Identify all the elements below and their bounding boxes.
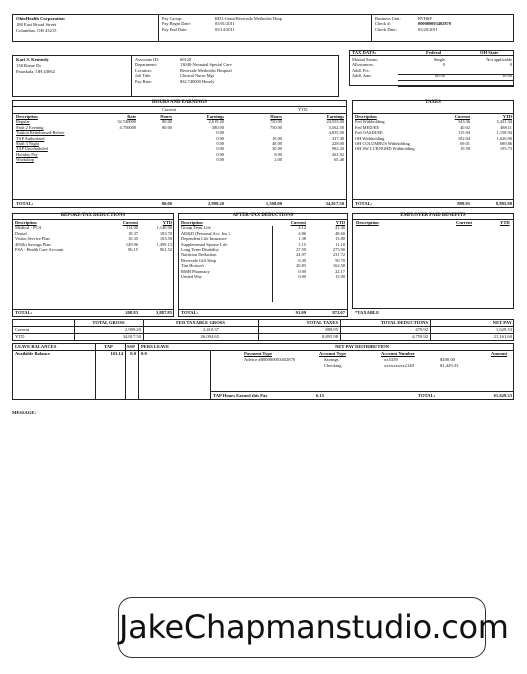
tax-data-state-header: OH State: [480, 50, 499, 55]
table-cell: 961.52: [159, 246, 172, 252]
table-cell: 2.00: [274, 157, 282, 163]
table-cell: 403(b) Savings Plan: [15, 241, 51, 247]
tap-hours-label: TAP Hours Earned this Pay: [213, 393, 268, 398]
column-header: YTD: [162, 220, 172, 225]
summary-current-gross: 2,999.20: [124, 327, 141, 332]
tax-data-labels: Marital Status: Allowances: Addl. Pct: Addl. Amt:: [352, 57, 378, 79]
taxes-total-current: 889.95: [457, 201, 470, 206]
after-tax-col-desc: [181, 220, 271, 279]
net-dist-total-label: TOTAL:: [418, 393, 436, 398]
table-cell: 0.00: [216, 140, 224, 146]
table-cell: 13.80: [335, 236, 345, 242]
table-cell: 4.86: [298, 230, 306, 236]
table-cell: RMH Pharmacy: [181, 268, 210, 274]
summary-header-deductions: TOTAL DEDUCTIONS: [380, 320, 428, 325]
company-address-1: 180 East Broad Street: [16, 22, 57, 27]
table-cell: Fed Withholding: [355, 119, 385, 125]
table-cell: 20.83: [296, 263, 306, 269]
table-cell: 195.73: [499, 146, 512, 152]
summary-ytd-fed: 26,094.65: [200, 334, 219, 339]
company-name: OhioHealth Corporation: [16, 16, 65, 21]
table-cell: 19.58: [460, 146, 470, 152]
table-cell: Shift 3 Night: [16, 140, 39, 146]
table-cell: 327.40: [331, 135, 344, 141]
table-cell: 11.10: [335, 241, 345, 247]
net-dist-row1-amount: $200.00: [440, 357, 455, 362]
before-tax-total-label: TOTAL:: [15, 310, 33, 315]
employer-title: EMPLOYER PAID BENEFITS: [400, 213, 466, 218]
net-dist-header-payment: Payment Type: [244, 351, 273, 356]
leave-header-pers: PERS LEAVE: [141, 344, 170, 349]
table-cell: OH SW LCKNGHD Withholding: [355, 146, 415, 152]
table-cell: 30.00: [272, 146, 282, 152]
employer-header-current: Current: [456, 220, 472, 225]
table-cell: Group Term Life: [181, 225, 211, 231]
net-dist-row2-account-number: xxxxxxxxx2140: [384, 363, 414, 368]
table-cell: OH COLUMBUS Withholding: [355, 140, 410, 146]
earnings-col-earnings: [178, 114, 224, 163]
after-tax-col-current: [280, 220, 306, 279]
table-cell: 18.37: [128, 230, 138, 236]
earnings-total-earnings: 2,999.20: [207, 201, 224, 206]
table-cell: 10.00: [272, 135, 282, 141]
tax-data-fed-values: Single 0 60.00: [433, 57, 445, 79]
column-header: Earnings: [326, 114, 344, 119]
column-header: Current: [122, 220, 138, 225]
table-cell: TAP Unscheduled: [16, 146, 48, 152]
summary-header-net: NET PAY: [492, 320, 512, 325]
table-cell: 114.00: [126, 225, 138, 231]
taxable-note: *TAXABLE: [355, 310, 380, 315]
table-cell: 50.70: [335, 257, 345, 263]
earnings-total-label: TOTAL:: [16, 201, 34, 206]
table-cell: Supplemental Spouse Life: [181, 241, 228, 247]
table-cell: 380.00: [211, 124, 224, 130]
table-cell: 0.00: [216, 157, 224, 163]
table-cell: 22.17: [335, 268, 345, 274]
table-cell: 48.60: [335, 230, 345, 236]
earnings-total-ytd-earnings: 34,817.50: [325, 201, 344, 206]
column-header: Current: [454, 114, 470, 119]
summary-current-net: 1,629.33: [495, 327, 512, 332]
summary-current-fed: 2,410.37: [202, 327, 219, 332]
column-header: Hours: [160, 114, 172, 119]
table-cell: 2,619.20: [208, 119, 224, 125]
pay-info-values: RD1-Grant/Riverside Methodist Hosp 05/01/2011 05/14/2011: [215, 16, 283, 32]
after-tax-total-label: TOTAL:: [181, 310, 199, 315]
taxes-col-current: [448, 114, 470, 152]
net-dist-row1-payment: Advice #000000003402870: [244, 357, 296, 362]
earnings-col-desc: [16, 114, 65, 163]
earnings-title: HOURS AND EARNINGS: [152, 100, 207, 105]
table-cell: 69.01: [460, 140, 470, 146]
earnings-total-hours: 80.00: [161, 201, 172, 206]
table-cell: 183.70: [159, 230, 172, 236]
table-cell: 488.11: [500, 124, 512, 130]
table-cell: 80.00: [162, 119, 172, 125]
net-dist-row1-account-number: xx5339: [384, 357, 398, 362]
assoc-labels: Associate ID: Department: Location: Job Title: Pay Rate:: [135, 57, 160, 84]
summary-header-fed-taxable: FED TAXABLE GROSS: [176, 320, 225, 325]
summary-ytd-label: YTD: [15, 334, 25, 339]
table-cell: 343.36: [457, 119, 470, 125]
table-cell: Workshop: [16, 157, 34, 163]
before-tax-title: BEFORE-TAX DEDUCTIONS: [60, 213, 126, 218]
taxes-total-label: TOTAL:: [355, 201, 373, 206]
table-cell: 103.50: [159, 236, 172, 242]
before-tax-col-current: [112, 220, 138, 252]
column-header: Rate: [127, 114, 136, 119]
table-cell: 4,835.00: [328, 130, 344, 136]
table-cell: 275.90: [332, 246, 345, 252]
summary-current-deductions: 479.92: [415, 327, 428, 332]
table-cell: 228.00: [331, 140, 344, 146]
column-header: Description: [181, 220, 203, 225]
after-tax-col-ytd: [312, 220, 345, 279]
table-cell: 4.14: [298, 225, 306, 231]
table-cell: Vision Service Plan: [15, 236, 50, 242]
column-header: YTD: [502, 114, 512, 119]
leave-header-ssp: SSP: [127, 344, 135, 349]
table-cell: Medical - PCA: [15, 225, 42, 231]
table-cell: 982.20: [331, 146, 344, 152]
earnings-total-ytd-hours: 1,598.00: [265, 201, 282, 206]
before-tax-total-current: 208.83: [125, 310, 138, 315]
taxes-col-ytd: [476, 114, 512, 152]
summary-header-gross: TOTAL GROSS: [92, 320, 125, 325]
taxes-col-desc: [355, 114, 447, 152]
tap-hours-value: 6.15: [316, 393, 325, 398]
table-cell: 40.02: [460, 124, 470, 130]
table-cell: 1.38: [298, 236, 306, 242]
table-cell: 149.96: [125, 241, 138, 247]
leave-ssp-value: 0.0: [130, 351, 136, 356]
earnings-current-label: Current: [162, 107, 177, 112]
table-cell: 1,620.00: [496, 135, 512, 141]
leave-header-tap: TAP: [104, 344, 113, 349]
message-label: MESSAGE:: [12, 410, 36, 415]
employee-address-2: Pataskala, OH 43062: [16, 69, 55, 74]
earnings-col-ytd-earnings: [296, 114, 344, 163]
summary-ytd-net: 21,161.60: [493, 334, 512, 339]
column-header: Description: [15, 220, 37, 225]
earnings-col-hours: [140, 114, 172, 163]
table-cell: 162.58: [332, 263, 345, 269]
leave-tap-value: 163.14: [110, 351, 123, 356]
table-cell: 10.35: [128, 236, 138, 242]
summary-current-taxes: 889.95: [325, 327, 338, 332]
table-cell: 689.86: [499, 140, 512, 146]
employer-header-ytd: YTD: [500, 220, 510, 225]
table-cell: 32.740000: [117, 119, 136, 125]
table-cell: 80.00: [162, 124, 172, 130]
table-cell: 4.750000: [119, 124, 136, 130]
table-cell: Regular: [16, 119, 30, 125]
table-cell: 24.97: [296, 252, 306, 258]
table-cell: 96.15: [128, 246, 138, 252]
table-cell: 0.00: [216, 130, 224, 136]
table-cell: 48.00: [272, 140, 282, 146]
before-tax-total-ytd: 3,887.85: [155, 310, 172, 315]
earnings-col-ytd-hours: [252, 114, 282, 163]
net-dist-title: NET PAY DISTRIBUTION: [334, 344, 390, 349]
table-cell: 750.00: [269, 119, 282, 125]
table-cell: 1.15: [298, 241, 306, 247]
table-cell: Fed MED/EE: [355, 124, 380, 130]
taxes-total-ytd: 8,895.98: [495, 201, 512, 206]
leave-header-title: LEAVE BALANCES: [15, 344, 57, 349]
table-cell: 261.92: [331, 151, 344, 157]
employee-box: [12, 55, 339, 97]
tax-data-state-values: Not applicable 0 10.00: [486, 57, 512, 79]
employee-address-1: 138 Rome Dr: [16, 63, 42, 68]
table-cell: 6.30: [298, 257, 306, 263]
table-cell: FSA - Health Care Account: [15, 246, 64, 252]
table-cell: 750.00: [269, 124, 282, 130]
table-cell: Dependent Life Insurance: [181, 236, 227, 242]
net-dist-header-amount: Amount: [491, 351, 508, 356]
employer-box: [352, 213, 514, 309]
table-cell: 0.00: [298, 273, 306, 279]
before-tax-col-ytd: [142, 220, 172, 252]
net-dist-row2-account-type: Checking: [324, 363, 342, 368]
table-cell: 8.00: [274, 151, 282, 157]
table-cell: 102.04: [457, 135, 470, 141]
table-cell: 1,499.13: [156, 241, 172, 247]
leave-pers-value: 0.0: [141, 351, 147, 356]
table-cell: 41.40: [335, 225, 345, 231]
column-header: Description: [16, 114, 38, 119]
tax-data-title: TAX DATA:: [352, 50, 377, 55]
net-dist-row2-amount: $1,429.33: [440, 363, 459, 368]
summary-ytd-taxes: 8,895.98: [321, 334, 338, 339]
pay-info-labels: Pay Group: Pay Begin Date: Pay End Date:: [162, 16, 191, 32]
table-cell: AD&D (Personal Acc. Ins.): [181, 230, 230, 236]
net-dist-header-account-type: Account Type: [319, 351, 347, 356]
table-cell: TAP Authorized: [16, 135, 45, 141]
table-cell: [140, 157, 172, 162]
summary-ytd-gross: 34,817.50: [122, 334, 141, 339]
summary-ytd-deductions: 4,759.92: [411, 334, 428, 339]
table-cell: 115.94: [458, 130, 470, 136]
table-cell: 27.59: [296, 246, 306, 252]
employee-name: Kari S. Kennedy: [16, 57, 49, 62]
after-tax-total-current: 91.09: [295, 310, 306, 315]
table-cell: 0.00: [298, 268, 306, 274]
net-dist-row1-account-type: Savings: [324, 357, 339, 362]
table-cell: Riverside Gift Shop: [181, 257, 217, 263]
net-dist-total-value: $1,629.33: [493, 393, 512, 398]
employer-header-desc: Description: [356, 220, 379, 225]
table-cell: Fed OASDI/EE: [355, 130, 383, 136]
taxes-title: TAXES: [425, 100, 441, 105]
table-cell: 0.00: [216, 146, 224, 152]
table-cell: Long Term Disability: [181, 246, 219, 252]
table-cell: 1,140.00: [156, 225, 172, 231]
assoc-values: 60120 13040-Neonatal Special Care Riverside Methodist Hospital Clinical Nurse Mgr $32.740000 Hourly: [180, 57, 232, 84]
table-cell: 0.00: [216, 135, 224, 141]
after-tax-total-ytd: 872.07: [332, 310, 345, 315]
net-dist-header-account-number: Account Number: [381, 351, 415, 356]
tax-data-federal-header: Federal: [426, 50, 442, 55]
column-header: Current: [290, 220, 306, 225]
table-cell: 3,562.50: [328, 124, 344, 130]
column-header: Hours: [270, 114, 282, 119]
table-cell: 0.00: [216, 151, 224, 157]
table-cell: 1,158.94: [496, 130, 512, 136]
table-cell: Shift 2 Evening: [16, 124, 44, 130]
table-cell: Nutrition Deduction: [181, 252, 217, 258]
before-tax-col-desc: [15, 220, 63, 252]
earnings-ytd-label: YTD: [298, 107, 308, 112]
summary-current-label: Current: [15, 327, 30, 332]
table-cell: Tuition Reimbursed-Before: [16, 130, 65, 136]
earnings-col-rate: [90, 114, 136, 163]
table-cell: 65.48: [334, 157, 344, 163]
table-cell: United Way: [181, 273, 202, 279]
column-header: Earnings: [206, 114, 224, 119]
leave-available-label: Available Balance: [15, 351, 51, 356]
after-tax-title: AFTER-TAX DEDUCTIONS: [232, 213, 294, 218]
table-cell: Tim Horton's: [181, 263, 205, 269]
table-cell: 231.72: [332, 252, 345, 258]
column-header: YTD: [335, 220, 345, 225]
company-address-2: Columbus, OH 43215: [16, 28, 57, 33]
column-header: Description: [355, 114, 377, 119]
watermark-logo: JakeChapmanstudio.com: [118, 597, 486, 658]
table-cell: 5,431.34: [496, 119, 512, 125]
table-cell: 24,555.00: [326, 119, 344, 125]
business-values: RVHSP 000000003402870 05/20/2011: [418, 16, 451, 32]
table-cell: Dental: [15, 230, 27, 236]
table-cell: Holiday Pay: [16, 151, 38, 157]
summary-header-taxes: TOTAL TAXES: [306, 320, 338, 325]
table-cell: 15.00: [335, 273, 345, 279]
table-cell: [90, 157, 136, 162]
business-labels: Business Unit: Check #: Check Date:: [375, 16, 401, 32]
table-cell: OH Withholding: [355, 135, 385, 141]
